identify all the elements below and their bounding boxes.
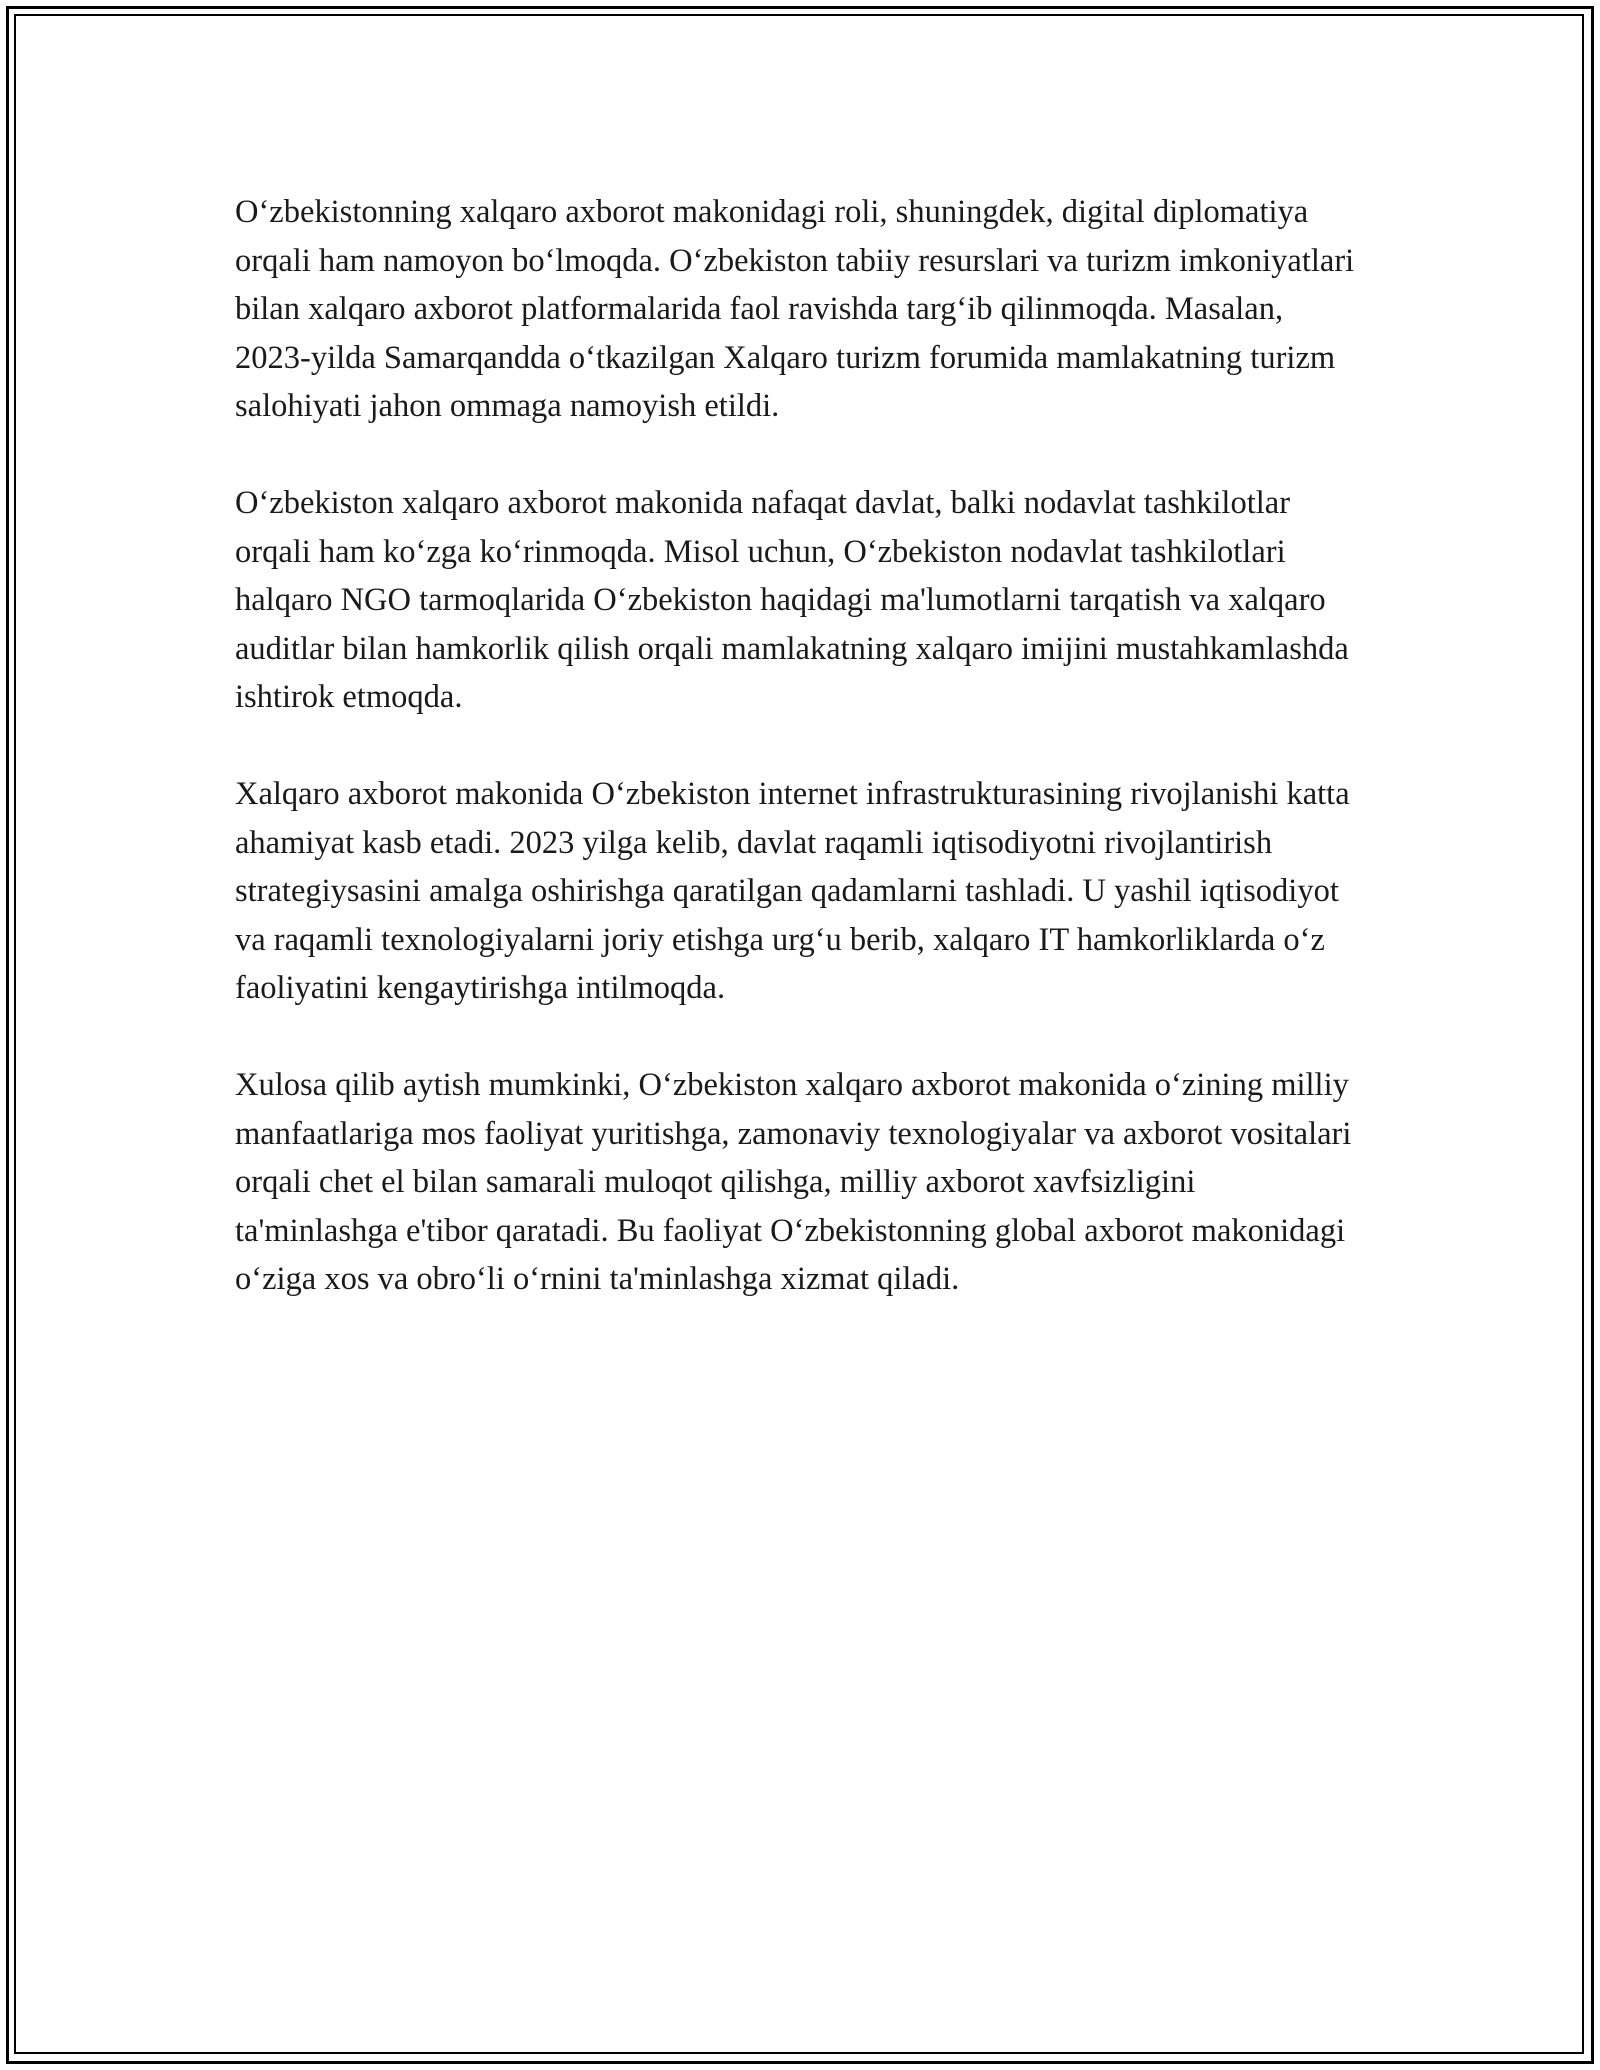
- paragraph-internet-infrastructure: Xalqaro axborot makonida O‘zbekiston internet infrastrukturasining rivojlanishi katta ahamiyat kasb etadi. 2023 yilga kelib, davlat raqamli iqtisodiyotni rivojlantirish strategiysasini amalga oshirishga qaratilgan qadamlarni tashladi. U yashil iqtisodiyot va raqamli texnologiyalarni joriy etishga urg‘u berib, xalqaro IT hamkorliklarda o‘z faoliyatini kengaytirishga intilmoqda.: [235, 776, 1350, 1006]
- paragraph-digital-diplomacy: O‘zbekistonning xalqaro axborot makonidagi roli, shuningdek, digital diplomatiya orqali ham namoyon bo‘lmoqda. O‘zbekiston tabiiy resurslari va turizm imkoniyatlari bilan xalqaro axborot platformalarida faol ravishda targ‘ib qilinmoqda. Masalan, 2023-yilda Samarqandda o‘tkazilgan Xalqaro turizm forumida mamlakatning turizm salohiyati jahon ommaga namoyish etildi.: [235, 194, 1355, 424]
- paragraph-ngo: O‘zbekiston xalqaro axborot makonida nafaqat davlat, balki nodavlat tashkilotlar orqali ham ko‘zga ko‘rinmoqda. Misol uchun, O‘zbekiston nodavlat tashkilotlari halqaro NGO tarmoqlarida O‘zbekiston haqidagi ma'lumotlarni tarqatish va xalqaro auditlar bilan hamkorlik qilish orqali mamlakatning xalqaro imijini mustahkamlashda ishtirok etmoqda.: [235, 485, 1349, 715]
- document-body: [235, 188, 1365, 1352]
- paragraph-conclusion: Xulosa qilib aytish mumkinki, O‘zbekiston xalqaro axborot makonida o‘zining milliy manfaatlariga mos faoliyat yuritishga, zamonaviy texnologiyalar va axborot vositalari orqali chet el bilan samarali muloqot qilishga, milliy axborot xavfsizligini ta'minlashga e'tibor qaratadi. Bu faoliyat O‘zbekistonning global axborot makonidagi o‘ziga xos va obro‘li o‘rnini ta'minlashga xizmat qiladi.: [235, 1067, 1352, 1297]
